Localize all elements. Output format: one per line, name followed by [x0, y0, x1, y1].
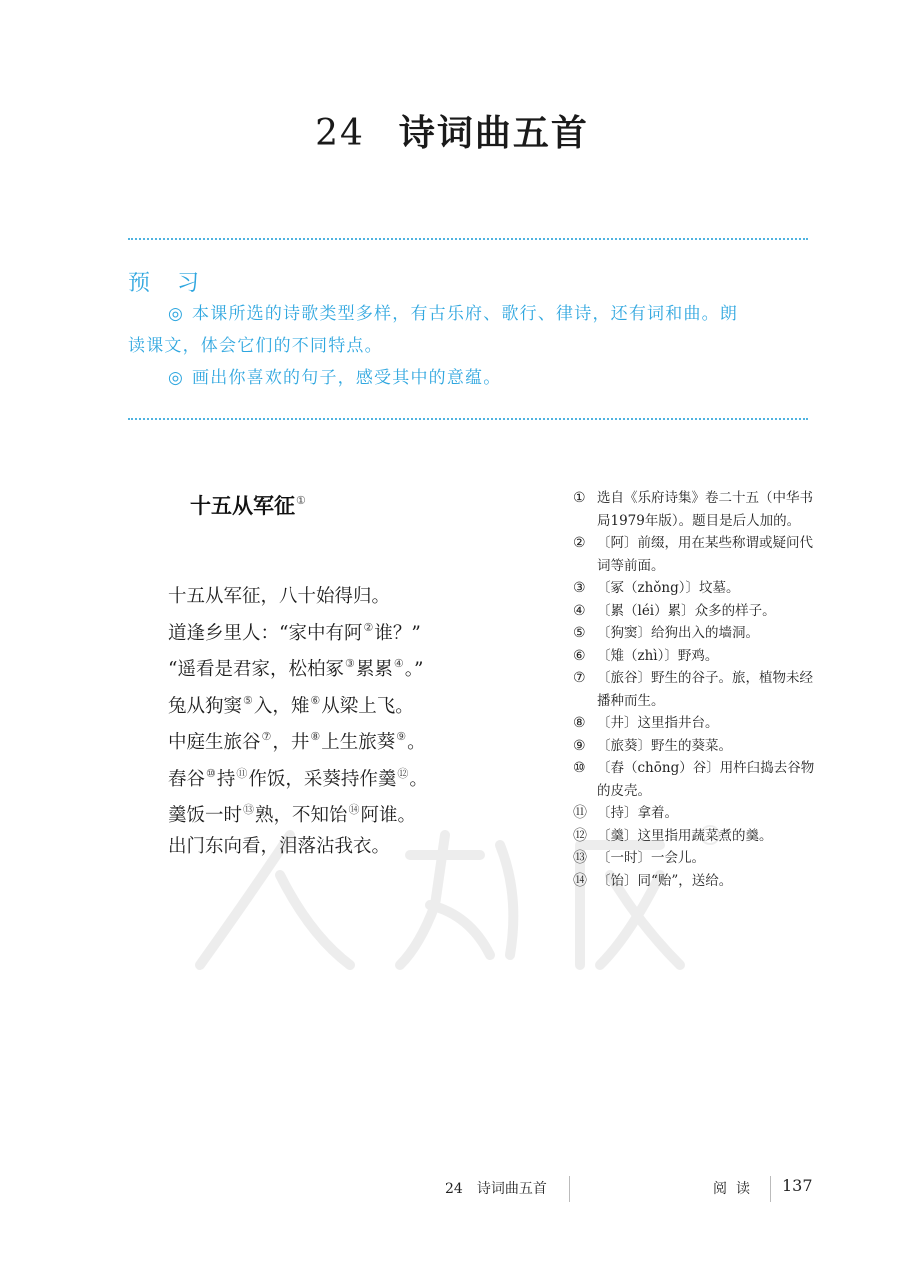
dotted-divider-top	[128, 238, 808, 240]
preview-heading: 预 习	[128, 271, 209, 296]
footnote-number: ③	[573, 580, 586, 596]
footnote-item	[573, 600, 815, 623]
footnote-number: ⑭	[573, 872, 587, 889]
footnote-ref: ①	[296, 494, 306, 507]
poem-line: 十五从军征，八十始得归。	[168, 586, 391, 607]
footnote-text: 〔累（léi）累〕众多的样子。	[597, 602, 776, 619]
footnote-number: ⑫	[573, 827, 587, 844]
poem-line: 出门东向看，泪落沾我衣。	[168, 835, 391, 857]
footnote-number: ②	[573, 535, 586, 551]
footnote-ref: ⑩	[206, 766, 216, 780]
poem-line: 兔从狗窦⑤入，雉⑥从梁上飞。	[168, 693, 414, 717]
lesson-number: 24	[315, 113, 365, 154]
footnote-number: ⑬	[573, 850, 587, 866]
poem-line: 羹饭一时⑬熟，不知饴⑭阿谁。	[168, 803, 417, 826]
lesson-title: 诗词曲五首	[398, 112, 589, 154]
watermark-logo	[180, 815, 740, 985]
footnote-ref: ②	[363, 620, 374, 634]
footnote-item	[573, 712, 815, 735]
poem-line: “遥看是君家，松柏冢③累累④。”	[168, 657, 424, 680]
preview-item-1-line-1: ◎ 本课所选的诗歌类型多样，有古乐府、歌行、律诗，还有词和曲。朗	[168, 304, 739, 324]
footnote-number: ④	[573, 602, 586, 619]
footnote-text: 〔持〕拿着。	[597, 805, 678, 821]
footnote-number: ⑪	[573, 805, 587, 821]
footnote-text: 〔旅谷〕野生的谷子。旅，植物未经播种而生。	[597, 670, 813, 709]
dotted-divider-bottom	[128, 418, 808, 420]
preview-item-1-line-2: 读课文，体会它们的不同特点。	[128, 336, 383, 356]
footnote-ref: ⑬	[243, 803, 255, 816]
footnote-number: ⑨	[573, 737, 586, 754]
footnote-ref: ⑪	[236, 766, 248, 780]
footnote-number: ⑩	[573, 760, 586, 776]
footnote-item	[573, 645, 815, 668]
footnote-ref: ⑨	[396, 730, 407, 743]
footnote-text: 选自《乐府诗集》卷二十五（中华书局1979年版）。题目是后人加的。	[597, 490, 813, 529]
footnote-text: 〔狗窦〕给狗出入的墙洞。	[597, 625, 759, 641]
footer-divider	[770, 1176, 771, 1202]
footnote-ref: ⑦	[261, 730, 272, 743]
footnote-ref: ⑥	[310, 693, 321, 707]
footnote-text: 〔一时〕一会儿。	[597, 850, 705, 866]
footnote-text: 〔旅葵〕野生的葵菜。	[597, 737, 732, 754]
footnote-number: ⑤	[573, 625, 586, 641]
footnote-item	[573, 667, 815, 712]
footnote-item	[573, 622, 815, 645]
footnote-ref: ⑤	[243, 693, 253, 707]
footnote-text: 〔雉（zhì）〕野鸡。	[597, 647, 719, 664]
poem-line: 中庭生旅谷⑦，井⑧上生旅葵⑨。	[168, 730, 426, 753]
poem-line: 舂谷⑩持⑪作饭，采葵持作羹⑫。	[168, 766, 428, 790]
page-title	[0, 105, 904, 156]
footnote-ref: ③	[344, 657, 355, 670]
poem-title: 十五从军征①	[190, 493, 306, 518]
footnote-text: 〔羹〕这里指用蔬菜煮的羹。	[597, 827, 773, 844]
footnote-item	[573, 735, 815, 758]
footnote-text: 〔饴〕同“贻”，送给。	[597, 872, 733, 889]
page-number: 137	[782, 1176, 813, 1195]
footnote-ref: ④	[393, 657, 404, 670]
bullet-icon: ◎	[168, 368, 185, 388]
footnote-number: ⑧	[573, 715, 586, 731]
footnote-text: 〔阿〕前缀，用在某些称谓或疑问代词等前面。	[597, 535, 813, 574]
footnote-item	[573, 532, 815, 577]
footer-lesson-ref: 24 诗词曲五首	[445, 1181, 547, 1197]
footnote-ref: ⑫	[397, 766, 409, 780]
footnote-ref: ⑭	[348, 803, 360, 816]
footnote-item	[573, 577, 815, 600]
footnote-text: 〔冢（zhǒng）〕坟墓。	[597, 580, 740, 596]
preview-item-2: ◎ 画出你喜欢的句子，感受其中的意蕴。	[168, 368, 502, 388]
footnote-number: ①	[573, 490, 586, 506]
footnote-item	[573, 487, 815, 532]
footnote-ref: ⑧	[310, 730, 321, 743]
bullet-icon: ◎	[168, 304, 185, 324]
footnote-number: ⑥	[573, 647, 586, 664]
footnote-item	[573, 757, 815, 802]
footnote-text: 〔井〕这里指井台。	[597, 715, 719, 731]
footer-section: 阅读	[713, 1181, 759, 1197]
footer-divider	[569, 1176, 570, 1202]
footnote-text: 〔舂（chōng）谷〕用杵臼捣去谷物的皮壳。	[597, 760, 815, 799]
footnote-number: ⑦	[573, 670, 586, 686]
poem-line: 道逢乡里人：“家中有阿②谁？”	[168, 620, 421, 644]
